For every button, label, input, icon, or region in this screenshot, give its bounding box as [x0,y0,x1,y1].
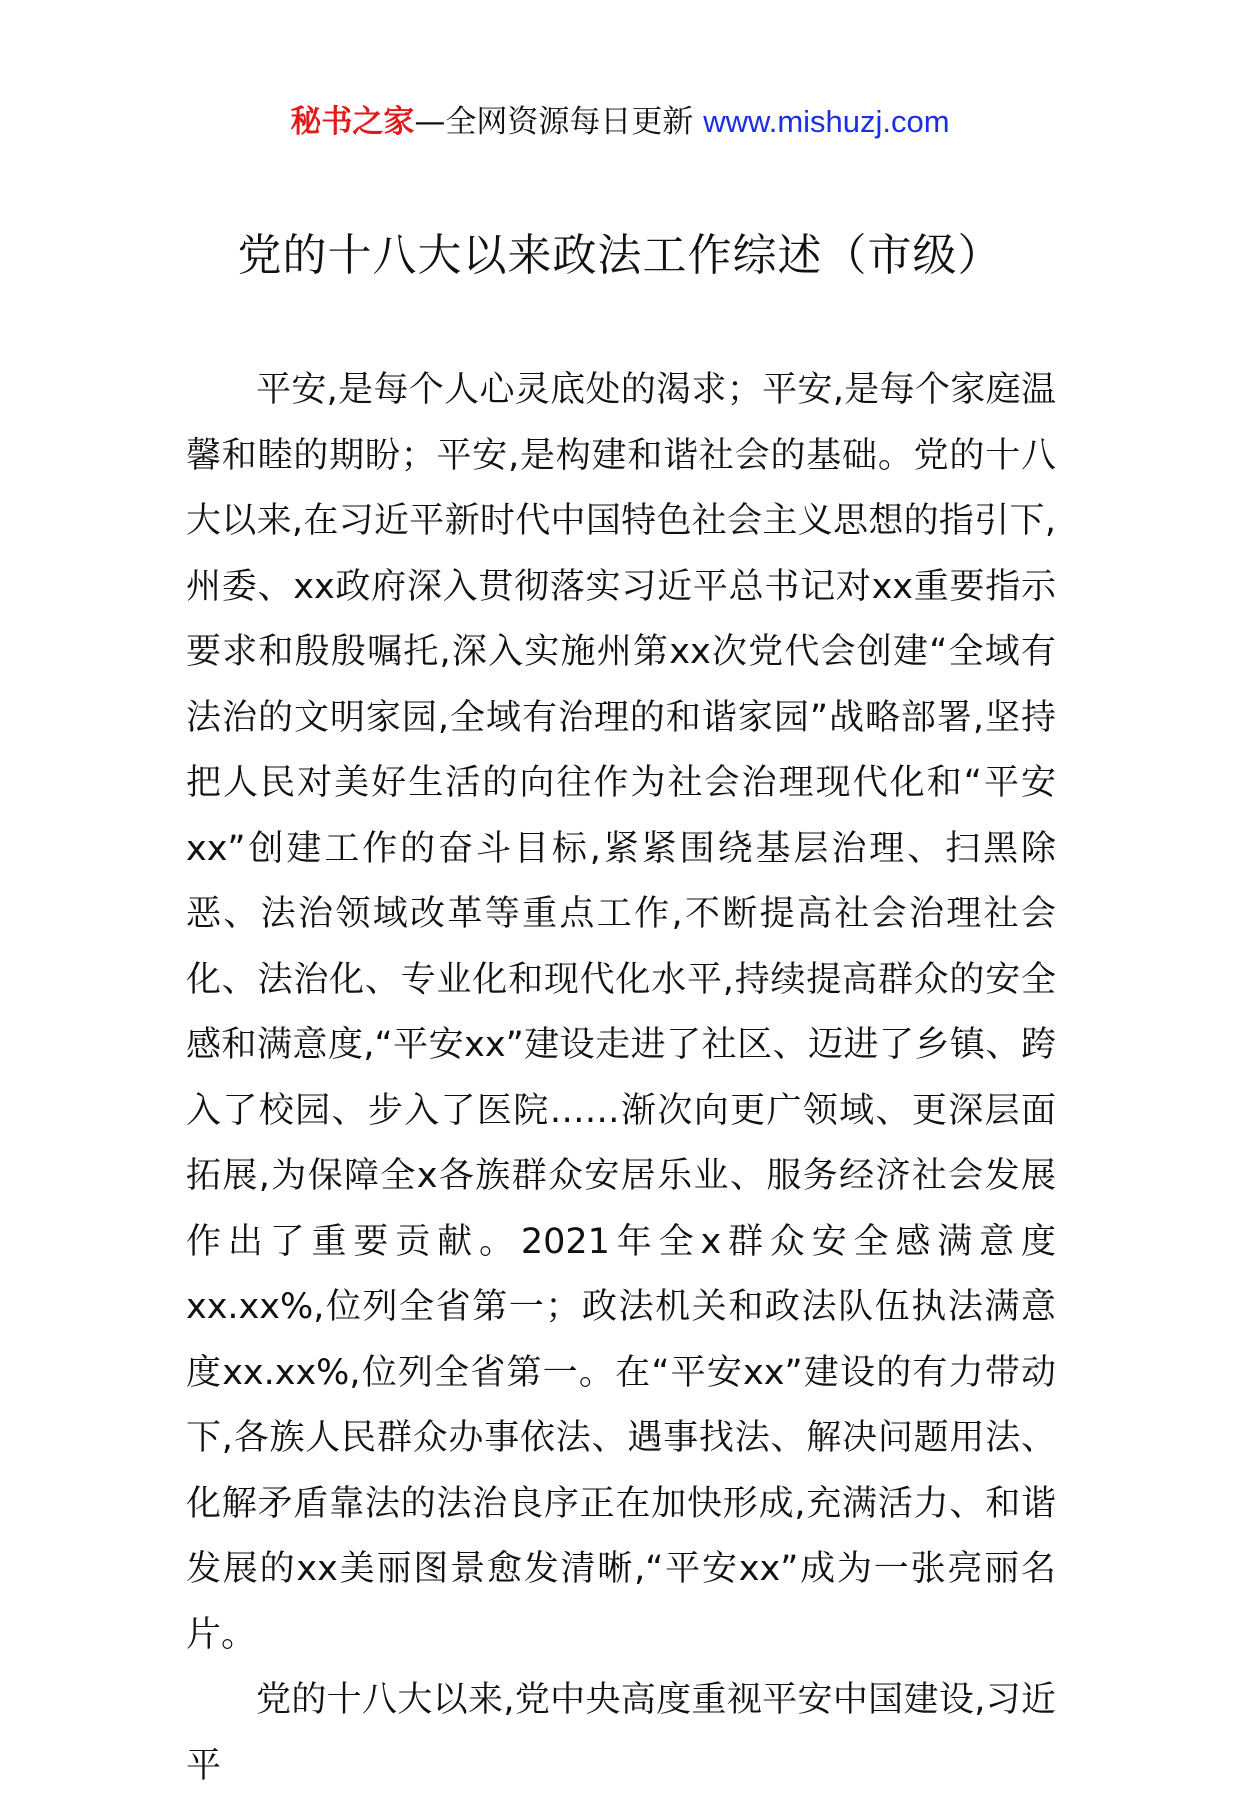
document-title: 党的十八大以来政法工作综述（市级） [237,230,1003,281]
body-paragraph: 党的十八大以来,党中央高度重视平安中国建设,习近平 [186,1680,1056,1786]
site-header [0,100,1240,144]
body-paragraph: 平安,是每个人心灵底处的渴求；平安,是每个家庭温馨和睦的期盼；平安,是构建和谐社会的基础。党的十八大以来,在习近平新时代中国特色社会主义思想的指引下,州委、xx政府深入贯彻落实习近平总书记对xx重要指示要求和殷殷嘱托,深入实施州第xx次党代会创建“全域有法治的文明家园,全域有治理的和谐家园”战略部署,坚持把人民对美好生活的向往作为社会治理现代化和“平安xx”创建工作的奋斗目标,紧紧围绕基层治理、扫黑除恶、法治领域改革等重点工作,不断提高社会治理社会化、法治化、专业化和现代化水平,持续提高群众的安全感和满意度,“平安xx”建设走进了社区、迈进了乡镇、跨入了校园、步入了医院……渐次向更广领域、更深层面拓展,为保障全x各族群众安居乐业、服务经济社会发展作出了重要贡献。2021年全x群众安全感满意度xx.xx%,位列全省第一；政法机关和政法队伍执法满意度xx.xx%,位列全省第一。在“平安xx”建设的有力带动下,各族人民群众办事依法、遇事找法、解决问题用法、化解矛盾靠法的法治良序正在加快形成,充满活力、和谐发展的xx美丽图景愈发清晰,“平安xx”成为一张亮丽名片。 [186,370,1056,1655]
site-tagline: —全网资源每日更新 [414,104,704,140]
site-url-link[interactable]: www.mishuzj.com [703,104,950,139]
document-body [186,358,1056,1799]
site-brand: 秘书之家 [290,104,415,140]
